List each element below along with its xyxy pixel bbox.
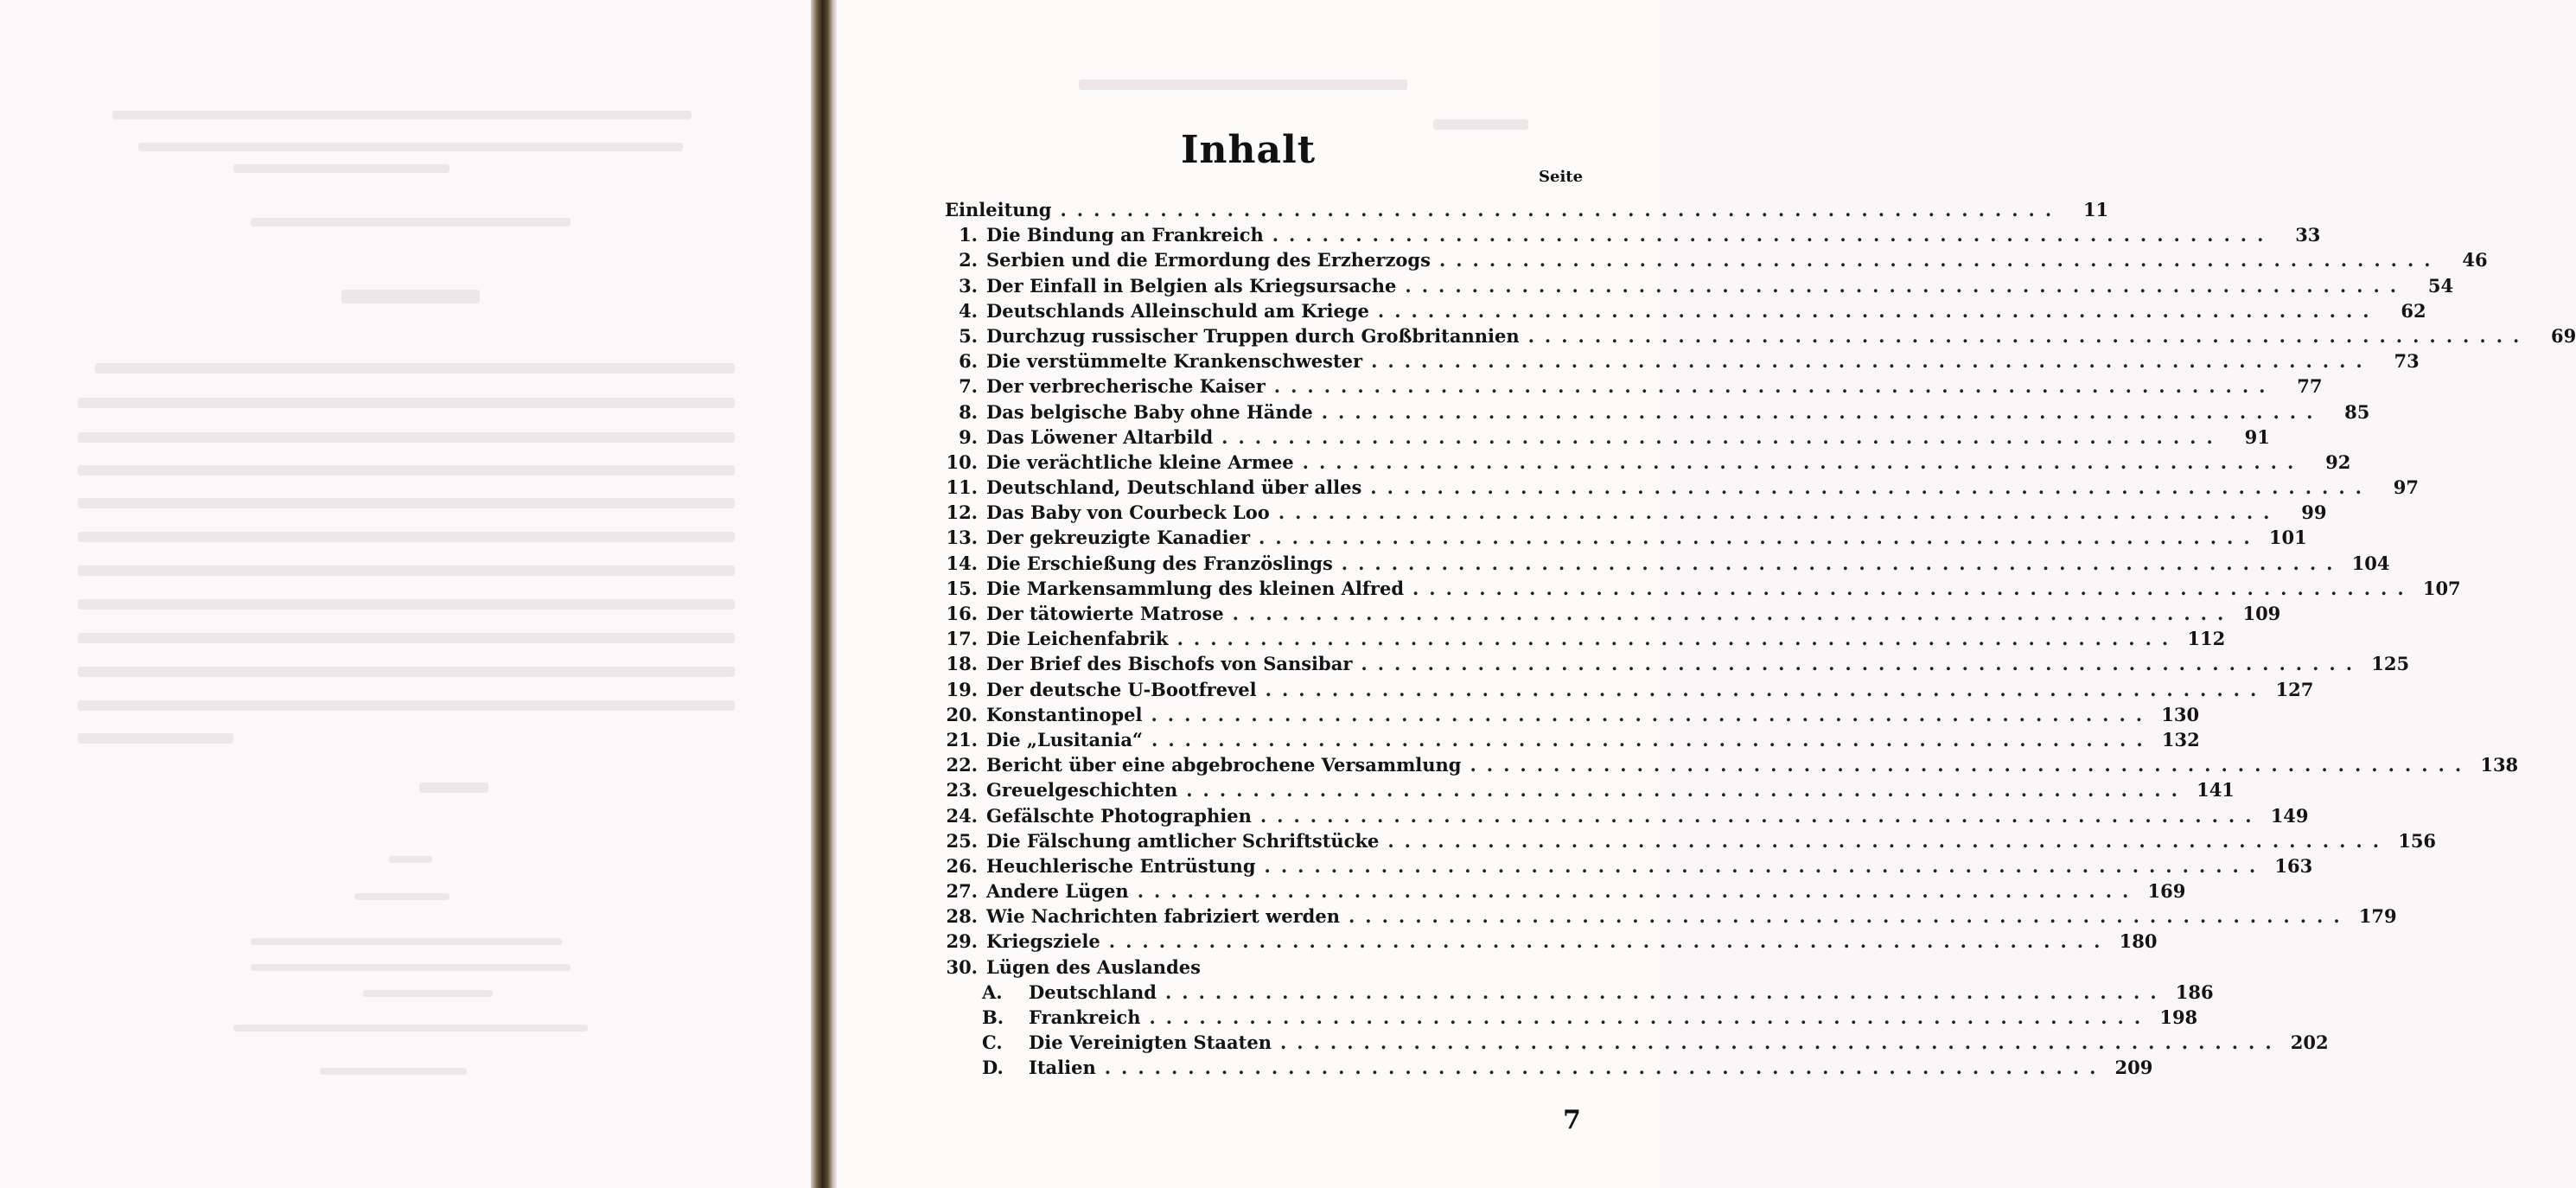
toc-entry-number: 13. [946, 527, 978, 549]
toc-entry [945, 273, 2454, 298]
toc-entry [945, 777, 2235, 802]
bleed-through-line [78, 465, 735, 476]
toc-entry-number: 9. [959, 425, 978, 448]
toc-entry-page: 130 [2161, 703, 2200, 725]
toc-entry-title: Der deutsche U-Bootfrevel [986, 678, 1257, 700]
dot-leader: ............................................................ [1104, 1057, 2107, 1079]
toc-entry [945, 374, 2323, 399]
toc-entry [945, 702, 2200, 727]
toc-entry [945, 576, 2461, 601]
toc-entry [945, 1030, 2329, 1055]
left-page [0, 0, 813, 1188]
toc-entry-page: 125 [2371, 653, 2410, 675]
toc-entry-title: Kriegsziele [986, 930, 1100, 953]
toc-entry-page: 33 [2295, 224, 2321, 246]
toc-entry-title: Die Erschießung des Französlings [986, 552, 1333, 574]
toc-entry-title: Italien [1029, 1057, 1096, 1079]
toc-entry-page: 127 [2275, 678, 2314, 700]
bleed-through-line [320, 1068, 467, 1075]
toc-entry-number: 19. [946, 678, 978, 700]
toc-entry-page: 46 [2462, 249, 2488, 271]
toc-entry-title: Lügen des Auslandes [986, 955, 1201, 978]
toc-entry-page: 202 [2290, 1032, 2329, 1054]
toc-entry-number: 24. [946, 804, 978, 827]
toc-entry-number: 3. [959, 274, 978, 297]
toc-entry-title: Das Löwener Altarbild [986, 425, 1214, 448]
bleed-through-line [78, 700, 735, 711]
bleed-through-line [251, 964, 571, 971]
toc-entry-number: 22. [946, 754, 978, 776]
dot-leader: ............................................................ [1279, 1032, 2282, 1054]
toc-entry [945, 929, 2158, 954]
dot-leader: ............................................................ [1137, 880, 2139, 903]
toc-entry-title: Wie Nachrichten fabriziert werden [986, 905, 1340, 928]
toc-entry [945, 803, 2309, 828]
toc-entry-title: Die Fälschung amtlicher Schriftstücke [986, 829, 1380, 852]
dot-leader: ............................................................ [1470, 754, 2472, 776]
toc-entry-title: Die verstümmelte Krankenschwester [986, 350, 1363, 373]
toc-entry-title: Das belgische Baby ohne Hände [986, 400, 1313, 423]
dot-leader: ............................................................ [1264, 854, 2267, 877]
dot-leader: ............................................................ [1265, 678, 2267, 700]
toc-entry [945, 348, 2420, 374]
dot-leader: ............................................................ [1370, 476, 2372, 499]
bleed-through-line [78, 599, 735, 610]
bleed-through-line [78, 432, 735, 443]
book-spine [811, 0, 837, 1188]
toc-entry-title: Greuelgeschichten [986, 779, 1178, 802]
dot-leader: ............................................................ [1278, 501, 2280, 524]
toc-entry-page: 85 [2344, 400, 2370, 423]
toc-entry-title: Andere Lügen [986, 880, 1129, 903]
toc-entry-page: 77 [2297, 375, 2323, 398]
toc-entry-title: Durchzug russischer Truppen durch Großbritannien [986, 324, 1520, 347]
toc-entry [945, 980, 2214, 1005]
bleed-through-line [95, 363, 735, 374]
toc-entry-title: Serbien und die Ermordung des Erzherzogs [986, 249, 1431, 271]
toc-entry [945, 677, 2314, 702]
toc-entry [945, 525, 2307, 550]
toc-entry-number: B. [982, 1006, 1004, 1028]
toc-entry-number: 16. [946, 603, 978, 624]
toc-entry-page: 11 [2082, 199, 2109, 220]
bleed-through-line [419, 782, 488, 793]
toc-entry-page: 180 [2119, 930, 2158, 953]
toc-entry-number: 2. [959, 249, 978, 271]
bleed-through-line [363, 990, 493, 997]
bleed-through-line [78, 498, 735, 508]
toc-entry-number: 10. [946, 450, 978, 473]
toc-entry-title: Frankreich [1029, 1006, 1141, 1028]
toc-entry [945, 247, 2488, 272]
toc-entry [945, 626, 2226, 651]
toc-entry-title: Der Brief des Bischofs von Sansibar [986, 653, 1353, 675]
dot-leader: ............................................................ [1221, 425, 2223, 448]
toc-entry [945, 475, 2419, 500]
toc-title: Inhalt [1180, 128, 1317, 172]
toc-entry-number: 7. [959, 375, 978, 398]
dot-leader: ............................................................ [1348, 905, 2350, 928]
toc-entry-number: 1. [959, 224, 978, 246]
toc-entry [945, 500, 2327, 525]
toc-entry-title: Deutschland, Deutschland über alles [986, 476, 1362, 499]
dot-leader: ............................................................ [1321, 400, 2324, 423]
toc-entry [945, 904, 2397, 929]
toc-entry [945, 1005, 2198, 1030]
toc-entry [945, 298, 2426, 323]
toc-entry [945, 955, 1586, 980]
toc-entry-number: 5. [959, 324, 978, 347]
dot-leader: ............................................................ [1412, 577, 2414, 599]
bleed-through-line [341, 290, 480, 303]
table-of-contents [945, 197, 2576, 1081]
toc-entry-number: 28. [946, 905, 978, 928]
bleed-through-line [233, 164, 450, 173]
toc-entry-title: Konstantinopel [986, 703, 1143, 725]
bleed-through-line [78, 667, 735, 677]
dot-leader: ............................................................ [1149, 1006, 2152, 1028]
toc-entry-number: 17. [946, 628, 978, 650]
bleed-through-line [1079, 80, 1407, 90]
toc-entry-title: Gefälschte Photographien [986, 804, 1252, 827]
toc-entry-page: 109 [2242, 603, 2281, 624]
toc-entry-number: 29. [946, 930, 978, 953]
toc-entry-number: A. [982, 980, 1003, 1003]
dot-leader: ............................................................ [1527, 324, 2530, 347]
toc-entry-title: Heuchlerische Entrüstung [986, 854, 1256, 877]
toc-entry-page: 163 [2274, 854, 2313, 877]
dot-leader: ............................................................ [1151, 703, 2153, 725]
dot-leader: ............................................................ [1151, 728, 2153, 750]
toc-entry-title: Die Leichenfabrik [986, 628, 1169, 650]
toc-entry [945, 425, 2270, 450]
toc-entry-page: 156 [2398, 829, 2437, 852]
dot-leader: ............................................................ [1405, 274, 2407, 297]
toc-entry-number: 14. [946, 552, 978, 574]
bleed-through-line [112, 111, 692, 119]
toc-entry-page: 104 [2351, 552, 2390, 574]
dot-leader: ............................................................ [1341, 552, 2343, 574]
dot-leader: ............................................................ [1438, 249, 2441, 271]
toc-entry-page: 92 [2325, 450, 2351, 473]
toc-entry-title: Die „Lusitania“ [986, 728, 1144, 750]
bleed-through-line [78, 633, 735, 643]
toc-entry-number: 6. [959, 350, 978, 373]
toc-entry-page: 149 [2270, 804, 2309, 827]
toc-entry-number: 23. [946, 779, 978, 802]
toc-entry-number: 30. [946, 955, 978, 978]
bleed-through-line [78, 398, 735, 408]
toc-entry [945, 323, 2576, 348]
toc-entry-page: 169 [2147, 880, 2186, 903]
toc-entry-number: 8. [959, 400, 978, 423]
toc-entry-page: 107 [2422, 577, 2461, 599]
dot-leader: ............................................................ [1272, 224, 2274, 246]
toc-entry-title: Die verächtliche kleine Armee [986, 450, 1294, 473]
toc-entry-title: Deutschland [1029, 980, 1157, 1003]
toc-entry [945, 651, 2410, 676]
toc-entry-page: 132 [2161, 728, 2200, 750]
toc-entry-page: 54 [2427, 274, 2454, 297]
dot-leader: ............................................................ [1361, 653, 2363, 675]
toc-entry-page: 112 [2187, 628, 2226, 650]
toc-entry-title: Deutschlands Alleinschuld am Kriege [986, 299, 1369, 322]
toc-entry-number: C. [982, 1032, 1003, 1054]
toc-entry-page: 99 [2301, 501, 2327, 524]
toc-entry-page: 91 [2244, 425, 2270, 448]
bleed-through-line [354, 893, 450, 900]
toc-entry-page: 62 [2401, 299, 2426, 322]
dot-leader: ............................................................ [1164, 980, 2167, 1003]
toc-entry-title: Der gekreuzigte Kanadier [986, 527, 1251, 549]
toc-entry-title: Der verbrecherische Kaiser [986, 375, 1266, 398]
dot-leader: ............................................................ [1108, 930, 2111, 953]
dot-leader: ............................................................ [1302, 450, 2305, 473]
toc-entry-title: Die Vereinigten Staaten [1029, 1032, 1272, 1054]
toc-entry-number: 18. [946, 653, 978, 675]
toc-entry [945, 727, 2200, 752]
toc-entry-page: 186 [2175, 980, 2214, 1003]
bleed-through-line [251, 218, 571, 227]
toc-entry-number: 26. [946, 854, 978, 877]
toc-entry-title: Das Baby von Courbeck Loo [986, 501, 1270, 524]
toc-entry [945, 828, 2437, 853]
toc-entry [945, 222, 2321, 247]
toc-entry [945, 853, 2313, 878]
toc-entry [945, 399, 2370, 425]
toc-entry-number: 27. [946, 880, 978, 903]
dot-leader: ............................................................ [1232, 603, 2235, 624]
toc-entry-title: Bericht über eine abgebrochene Versammlung [986, 754, 1462, 776]
dot-leader: ............................................................ [1273, 375, 2276, 398]
page-column-header: Seite [1539, 168, 1584, 186]
toc-entry [945, 878, 2186, 904]
toc-entry [945, 601, 2281, 626]
toc-entry-page: 73 [2394, 350, 2420, 373]
bleed-through-line [251, 938, 562, 945]
toc-entry-title: Einleitung [945, 199, 1052, 220]
bleed-through-line [233, 1025, 588, 1032]
toc-entry-number: 12. [946, 501, 978, 524]
dot-leader: ............................................................ [1259, 804, 2262, 827]
dot-leader: ............................................................ [1176, 628, 2179, 650]
bleed-through-line [78, 733, 233, 744]
toc-entry [945, 551, 2390, 576]
toc-entry-page: 69 [2551, 324, 2576, 347]
toc-entry-number: 11. [946, 476, 978, 499]
dot-leader: ............................................................ [1259, 527, 2260, 549]
toc-entry [945, 1055, 2153, 1080]
toc-entry-number: 25. [946, 829, 978, 852]
toc-entry-page: 141 [2197, 779, 2235, 802]
toc-entry [945, 752, 2519, 777]
toc-entry-page: 198 [2159, 1006, 2198, 1028]
toc-entry-number: 20. [946, 703, 978, 725]
dot-leader: ............................................................ [1060, 199, 2063, 220]
toc-entry [945, 197, 2109, 222]
toc-entry [945, 450, 2351, 475]
toc-entry-number: 21. [946, 728, 978, 750]
toc-entry-page: 101 [2268, 527, 2307, 549]
page-number: 7 [1563, 1105, 1581, 1135]
toc-entry-title: Der tätowierte Matrose [986, 603, 1224, 624]
bleed-through-line [78, 565, 735, 576]
toc-entry-number: 4. [959, 299, 978, 322]
toc-entry-title: Der Einfall in Belgien als Kriegsursache [986, 274, 1397, 297]
dot-leader: ............................................................ [1387, 829, 2390, 852]
toc-entry-number: 15. [946, 577, 978, 599]
toc-entry-page: 179 [2358, 905, 2397, 928]
toc-entry-page: 138 [2480, 754, 2519, 776]
toc-entry-title: Die Markensammlung des kleinen Alfred [986, 577, 1404, 599]
bleed-through-line [78, 532, 735, 542]
dot-leader: ............................................................ [1186, 779, 2188, 802]
toc-entry-title: Die Bindung an Frankreich [986, 224, 1264, 246]
toc-entry-number: D. [982, 1057, 1004, 1079]
toc-entry-page: 97 [2393, 476, 2419, 499]
bleed-through-line [389, 856, 432, 863]
dot-leader: ............................................................ [1371, 350, 2373, 373]
toc-entry-page: 209 [2114, 1057, 2153, 1079]
dot-leader: ............................................................ [1377, 299, 2380, 322]
bleed-through-line [138, 143, 683, 151]
